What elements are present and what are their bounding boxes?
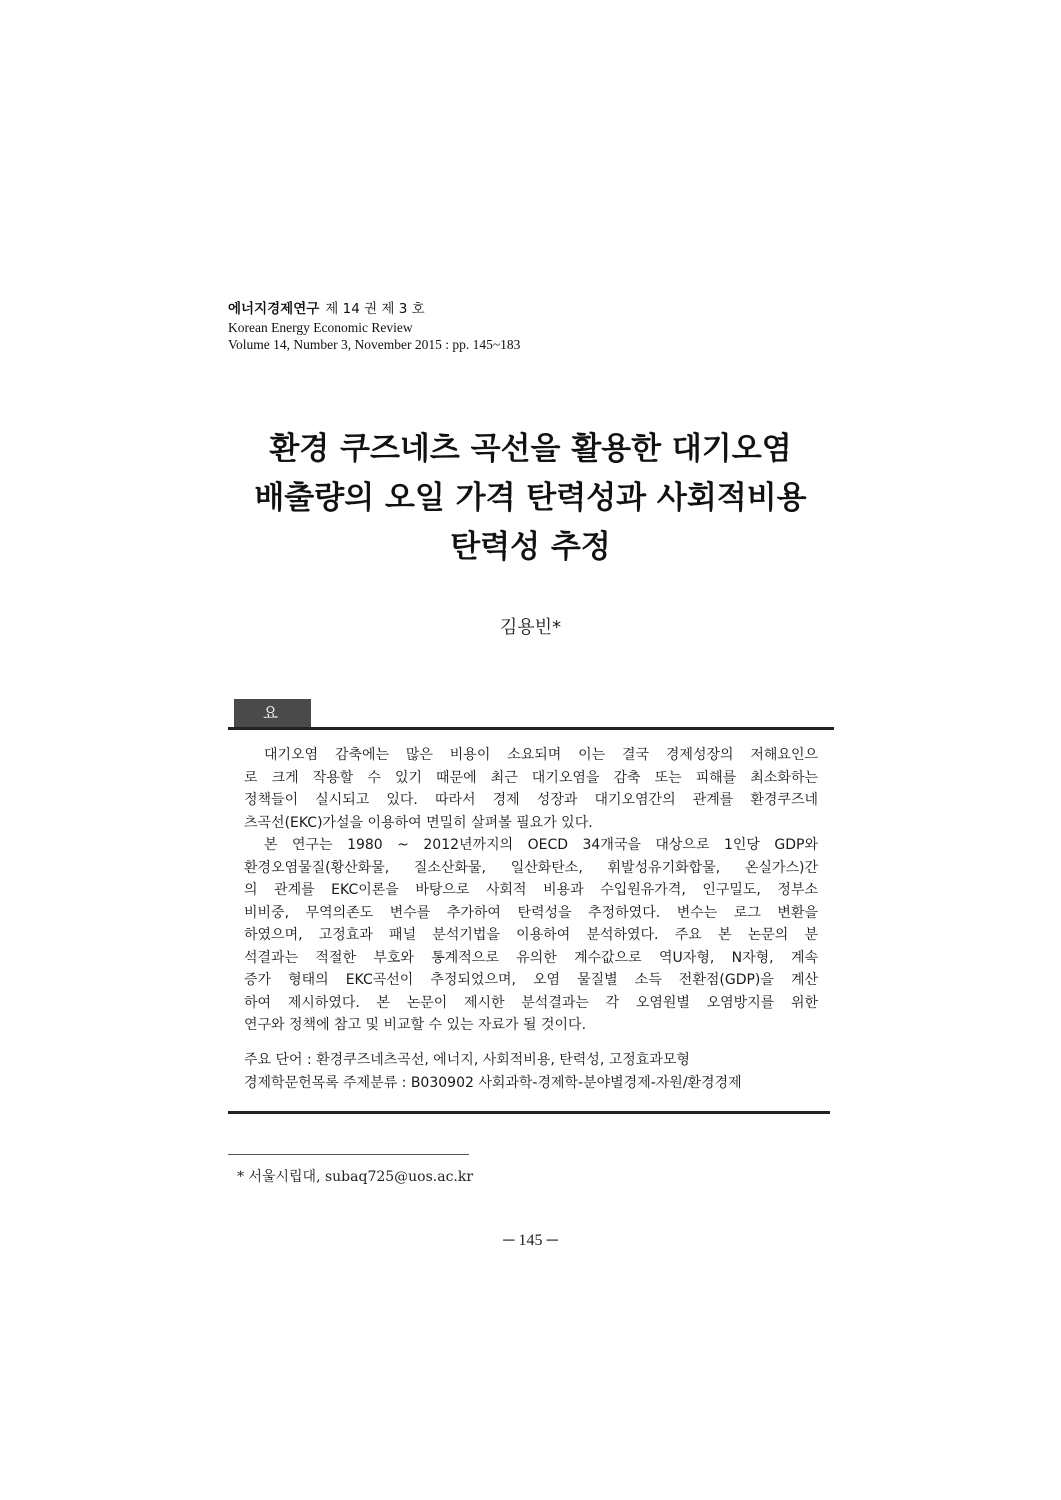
paper-title xyxy=(130,425,931,572)
volume-korean: 제 14 권 제 3 호 xyxy=(325,301,425,317)
citation-line: Volume 14, Number 3, November 2015 : pp. 145~183 xyxy=(228,337,521,352)
abstract-line: 의 관계를 EKC이론을 바탕으로 사회적 비용과 수입원유가격, 인구밀도, 정부소 xyxy=(244,882,818,898)
abstract-line: 본 연구는 1980 ~ 2012년까지의 OECD 34개국을 대상으로 1인당 GDP와 xyxy=(264,837,818,853)
abstract-line: 비비중, 무역의존도 변수를 추가하여 탄력성을 추정하였다. 변수는 로그 변환을 xyxy=(244,904,818,921)
abstract-line: 하여 제시하였다. 본 논문이 제시한 분석결과는 각 오염원별 오염방지를 위한 xyxy=(244,994,818,1011)
title-line: 환경 쿠즈네츠 곡선을 활용한 대기오염 xyxy=(269,431,792,467)
abstract-line: 정책들이 실시되고 있다. 따라서 경제 성장과 대기오염간의 관계를 환경쿠즈네 xyxy=(244,792,818,808)
abstract-line: 석결과는 적절한 부호와 통계적으로 유의한 계수값으로 역U자형, N자형, 계속 xyxy=(244,949,818,966)
abstract-line: 환경오염물질(황산화물, 질소산화물, 일산화탄소, 휘발성유기화합물, 온실가스)간 xyxy=(244,859,818,876)
abstract-line: 로 크게 작용할 수 있기 때문에 최근 대기오염을 감축 또는 피해를 최소화하는 xyxy=(244,769,818,786)
abstract-line: 연구와 정책에 참고 및 비교할 수 있는 자료가 될 것이다. xyxy=(244,1017,587,1033)
classification-line: 경제학문헌목록 주제분류 : B030902 사회과학-경제학-분야별경제-자원/환경경제 xyxy=(244,1074,742,1091)
abstract-bottom-rule xyxy=(228,1111,830,1114)
abstract-line: 츠곡선(EKC)가설을 이용하여 면밀히 살펴볼 필요가 있다. xyxy=(244,814,593,831)
abstract-top-rule xyxy=(228,727,834,730)
abstract-label: 요 약 xyxy=(234,699,311,727)
author-affiliation-footnote: * 서울시립대, subaq725@uos.ac.kr xyxy=(237,1169,474,1185)
page-number: ─ 145 ─ xyxy=(503,1232,558,1249)
abstract-line: 하였으며, 고정효과 패널 분석기법을 이용하여 분석하였다. 주요 본 논문의 분 xyxy=(244,927,818,943)
abstract-line: 대기오염 감축에는 많은 비용이 소요되며 이는 결국 경제성장의 저해요인으 xyxy=(264,747,818,763)
title-line: 탄력성 추정 xyxy=(450,529,611,565)
abstract-body xyxy=(244,744,818,1037)
journal-header xyxy=(228,300,520,354)
abstract-line: 증가 형태의 EKC곡선이 추정되었으며, 오염 물질별 소득 전환점(GDP)을 계산 xyxy=(244,972,818,988)
title-line: 배출량의 오일 가격 탄력성과 사회적비용 xyxy=(254,480,807,516)
author-name: 김용빈* xyxy=(499,617,562,638)
keywords-block xyxy=(244,1049,824,1094)
journal-name-english: Korean Energy Economic Review xyxy=(228,319,413,335)
footnote-rule xyxy=(228,1154,469,1155)
keywords-line: 주요 단어 : 환경쿠즈네츠곡선, 에너지, 사회적비용, 탄력성, 고정효과모형 xyxy=(244,1052,690,1068)
journal-name-korean: 에너지경제연구 xyxy=(228,301,320,317)
